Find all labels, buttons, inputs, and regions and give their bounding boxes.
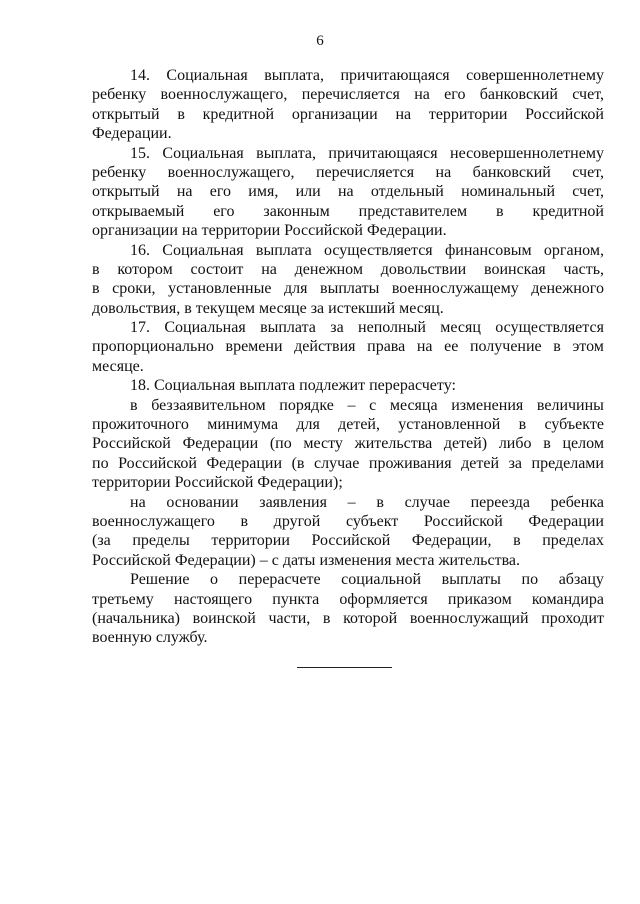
word: Российской <box>284 222 363 240</box>
text-line <box>92 493 604 512</box>
word: денежном <box>294 260 363 278</box>
word: его <box>444 86 466 104</box>
word: действия <box>294 338 356 356</box>
word: (начальника) <box>92 609 181 627</box>
word: военнослужащего, <box>167 163 295 181</box>
word: случае <box>314 454 360 472</box>
word: военнослужащему <box>391 280 519 298</box>
word: военнослужащий <box>409 609 529 627</box>
word: детей) <box>443 435 488 453</box>
text-line <box>92 299 604 318</box>
word: на <box>130 493 146 511</box>
word: (за <box>92 532 111 550</box>
word: довольствия, <box>92 299 181 317</box>
word: банковский <box>472 163 551 181</box>
word: месяце. <box>92 357 144 375</box>
word: детей <box>461 454 500 472</box>
word: денежного <box>531 280 604 298</box>
word: переезда <box>470 493 530 511</box>
word: в <box>543 435 551 453</box>
word: случае <box>404 493 450 511</box>
word: открытый <box>92 183 160 201</box>
word: выплата <box>255 241 312 259</box>
word: в <box>92 260 100 278</box>
word: счет, <box>572 86 604 104</box>
word: пределы <box>132 532 190 550</box>
word: порядке <box>279 396 334 414</box>
word: проходит <box>541 609 604 627</box>
word: организации <box>92 222 178 240</box>
word: ребенка <box>550 493 604 511</box>
word: Социальная <box>154 377 236 395</box>
word: минимума <box>207 416 279 434</box>
text-line <box>92 531 604 550</box>
word: проживания <box>368 454 452 472</box>
word: или <box>295 183 321 201</box>
word: Российской <box>174 474 254 492</box>
word: счет, <box>572 183 604 201</box>
word: на <box>435 163 452 181</box>
word: времени <box>225 338 283 356</box>
word: на <box>416 338 433 356</box>
word: жительства. <box>438 551 521 569</box>
word: месяце <box>258 299 307 317</box>
word: месту <box>303 435 343 453</box>
word: 18. <box>130 377 150 395</box>
word: территории <box>211 532 290 550</box>
word: на <box>181 222 198 240</box>
word: выплаты <box>441 571 501 589</box>
text-line <box>92 473 604 492</box>
word: о <box>210 571 219 589</box>
word: Федерации); <box>257 474 343 492</box>
word: перечисляется <box>301 86 400 104</box>
word: для <box>296 416 320 434</box>
word: на <box>414 86 430 104</box>
word: Федерации <box>206 454 283 472</box>
word: в <box>495 202 504 220</box>
word: службу. <box>155 629 208 647</box>
word: Федерации, <box>411 532 492 550</box>
word: места <box>395 551 435 569</box>
text-line <box>92 202 604 221</box>
word: банковский <box>479 86 558 104</box>
word: Российской <box>118 454 197 472</box>
text-line <box>92 260 604 279</box>
text-line <box>92 609 604 628</box>
word: военную <box>92 629 152 647</box>
word: ее <box>444 338 459 356</box>
word: Социальная <box>162 241 244 259</box>
text-line <box>92 454 604 473</box>
word: Российской <box>311 532 391 550</box>
word: открываемый <box>92 202 185 220</box>
word: текущем <box>195 299 255 317</box>
word: пределах <box>542 532 604 550</box>
word: Российской <box>525 105 604 123</box>
word: Решение <box>130 571 190 589</box>
word: Федерации) <box>174 551 256 569</box>
word: заявления <box>259 493 327 511</box>
text-line <box>92 241 604 260</box>
word: по <box>92 454 109 472</box>
word: части, <box>268 609 311 627</box>
word: (по <box>269 435 292 453</box>
word: основании <box>166 493 239 511</box>
word: приказом <box>447 590 512 608</box>
word: 17. <box>130 319 150 337</box>
word: на <box>176 183 193 201</box>
word: в <box>376 493 384 511</box>
word: третьему <box>92 590 154 608</box>
word: этом <box>572 338 604 356</box>
word: открытый <box>92 105 160 123</box>
word: пункта <box>272 590 320 608</box>
word: за <box>508 454 522 472</box>
text-line <box>92 66 604 85</box>
word: перерасчету: <box>369 377 456 395</box>
word: ребенку <box>92 86 147 104</box>
word: часть, <box>563 260 604 278</box>
word: имя, <box>248 183 279 201</box>
word: перерасчете <box>238 571 321 589</box>
word: изменения <box>451 396 524 414</box>
word: Федерации <box>528 512 604 530</box>
word: выплата <box>260 319 316 337</box>
word: беззаявительном <box>151 396 266 414</box>
word: Российской <box>423 512 503 530</box>
word: военнослужащего <box>92 512 215 530</box>
word: представителем <box>358 202 468 220</box>
text-line <box>92 337 604 356</box>
text-line <box>92 434 604 453</box>
word: территории <box>92 474 171 492</box>
word: причитающаяся <box>340 67 450 84</box>
word: на <box>337 183 354 201</box>
word: оформляется <box>339 590 428 608</box>
word: 14. <box>130 67 150 84</box>
word: котором <box>117 260 173 278</box>
word: в <box>513 532 521 550</box>
word: пропорционально <box>92 338 214 356</box>
text-line <box>92 590 604 609</box>
word: его <box>213 202 235 220</box>
word: Федерации. <box>92 125 172 143</box>
word: в <box>130 396 138 414</box>
word: субъекте <box>544 416 604 434</box>
word: выплата <box>239 377 296 395</box>
text-line <box>92 415 604 434</box>
word: месяц <box>440 319 481 337</box>
word: территории <box>428 105 508 123</box>
text-line <box>92 551 604 570</box>
word: установленной <box>398 416 501 434</box>
text-line <box>92 182 604 201</box>
word: выплаты <box>320 280 380 298</box>
text-line <box>92 376 604 395</box>
word: – <box>347 493 356 511</box>
word: на <box>261 260 277 278</box>
text-line <box>92 279 604 298</box>
word: с <box>369 396 377 414</box>
word: в <box>177 105 185 123</box>
word: за <box>330 319 344 337</box>
word: законным <box>263 202 330 220</box>
text-line <box>92 124 604 143</box>
word: на <box>395 105 412 123</box>
word: причитающаяся <box>328 144 438 162</box>
word: месяца <box>389 396 438 414</box>
word: номинальный <box>461 183 555 201</box>
text-line <box>92 512 604 531</box>
word: сроки, <box>112 280 156 298</box>
word: перечисляется <box>315 163 415 181</box>
word: истекший <box>328 299 396 317</box>
word: счет, <box>572 163 604 181</box>
word: 15. <box>130 144 150 162</box>
word: которой <box>343 609 398 627</box>
word: даты <box>282 551 316 569</box>
word: осуществляется <box>495 319 604 337</box>
word: пределами <box>531 454 604 472</box>
word: права <box>367 338 406 356</box>
word: в <box>92 280 100 298</box>
word: выплата, <box>256 144 316 162</box>
word: получение <box>469 338 542 356</box>
text-line <box>92 318 604 337</box>
word: – <box>347 396 356 414</box>
word: организации <box>291 105 378 123</box>
text-line <box>92 221 604 240</box>
word: установленные <box>168 280 272 298</box>
word: в <box>322 609 331 627</box>
word: ребенку <box>92 163 147 181</box>
word: социальной <box>341 571 422 589</box>
word: несовершеннолетнему <box>450 144 604 162</box>
document-body <box>92 66 604 648</box>
word: подлежит <box>299 377 366 395</box>
end-separator-line <box>297 667 392 668</box>
word: в <box>553 338 561 356</box>
word: по <box>521 571 539 589</box>
word: финансовым <box>444 241 532 259</box>
word: 16. <box>130 241 150 259</box>
word: абзацу <box>558 571 604 589</box>
word: Социальная <box>166 67 248 84</box>
word: Федерации <box>182 435 259 453</box>
word: месяц. <box>399 299 444 317</box>
word: воинской <box>192 609 256 627</box>
word: Социальная <box>164 319 246 337</box>
word: – <box>259 551 268 569</box>
word: субъект <box>345 512 399 530</box>
text-line <box>92 163 604 182</box>
word: довольствии <box>380 260 467 278</box>
word: Российской <box>92 551 171 569</box>
word: кредитной <box>532 202 604 220</box>
word: отдельный <box>370 183 444 201</box>
text-line <box>92 105 604 124</box>
word: кредитной <box>202 105 275 123</box>
word: изменения <box>319 551 392 569</box>
page-number: 6 <box>316 33 324 49</box>
word: в <box>184 299 192 317</box>
word: либо <box>498 435 532 453</box>
word: военнослужащего, <box>160 86 288 104</box>
word: для <box>284 280 308 298</box>
word: воинская <box>484 260 546 278</box>
text-line <box>92 628 604 647</box>
word: территории <box>201 222 281 240</box>
word: Российской <box>92 435 171 453</box>
word: другой <box>273 512 321 530</box>
word: в <box>518 416 527 434</box>
text-line <box>92 85 604 104</box>
word: выплата, <box>264 67 325 84</box>
word: с <box>271 551 279 569</box>
text-line <box>92 144 604 163</box>
word: состоит <box>190 260 244 278</box>
word: органом, <box>543 241 604 259</box>
word: командира <box>531 590 604 608</box>
word: осуществляется <box>324 241 433 259</box>
word: прожиточного <box>92 416 189 434</box>
word: (в <box>291 454 305 472</box>
word: жительства <box>354 435 433 453</box>
word: неполный <box>358 319 426 337</box>
word: в <box>240 512 249 530</box>
word: его <box>209 183 232 201</box>
word: детей, <box>338 416 380 434</box>
word: Федерации. <box>367 222 447 240</box>
text-line <box>92 570 604 589</box>
word: целом <box>562 435 604 453</box>
word: Социальная <box>162 144 244 162</box>
text-line <box>92 357 604 376</box>
word: за <box>310 299 325 317</box>
word: величины <box>536 396 604 414</box>
word: настоящего <box>173 590 253 608</box>
text-line <box>92 396 604 415</box>
word: совершеннолетнему <box>466 67 604 84</box>
